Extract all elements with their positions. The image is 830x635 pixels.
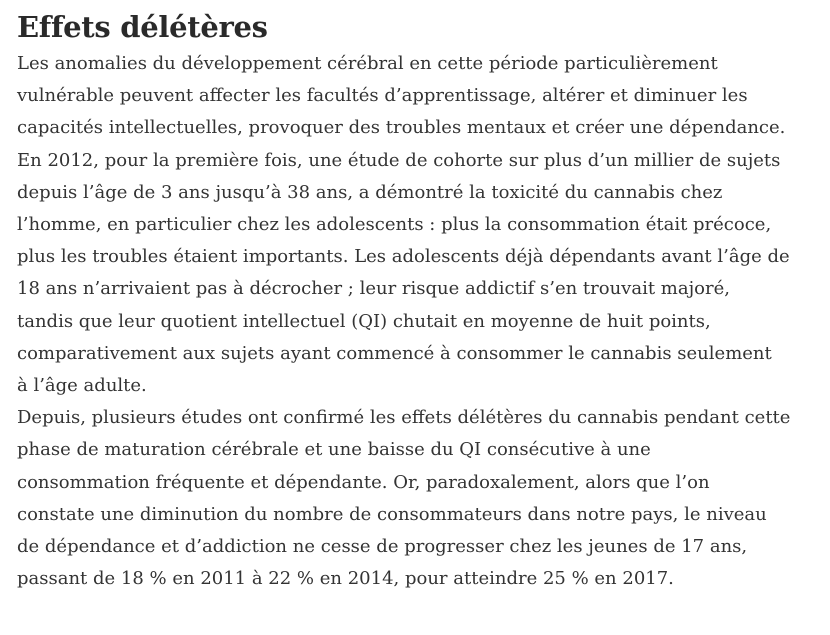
paragraph-line: 18 ans n’arrivaient pas à décrocher ; leur risque addictif s’en trouvait majoré, (17, 278, 730, 300)
paragraph-line: l’homme, en particulier chez les adolescents : plus la consommation était précoce, (17, 214, 772, 236)
section-heading: Effets délétères (17, 10, 268, 44)
paragraph-line: constate une diminution du nombre de consommateurs dans notre pays, le niveau (17, 503, 767, 525)
paragraph-line: à l’âge adulte. (17, 375, 147, 397)
paragraph-line: de dépendance et d’addiction ne cesse de progresser chez les jeunes de 17 ans, (17, 536, 748, 558)
paragraph-line: comparativement aux sujets ayant commencé à consommer le cannabis seulement (17, 342, 772, 364)
paragraph-line: En 2012, pour la première fois, une étude de cohorte sur plus d’un millier de sujets (17, 149, 781, 171)
paragraph-line: passant de 18 % en 2011 à 22 % en 2014, pour atteindre 25 % en 2017. (17, 568, 674, 590)
paragraph-line: Depuis, plusieurs études ont confirmé les effets délétères du cannabis pendant cette (17, 407, 791, 429)
paragraph-2 (17, 402, 812, 595)
paragraph-line: consommation fréquente et dépendante. Or, paradoxalement, alors que l’on (17, 471, 710, 493)
paragraph-line: capacités intellectuelles, provoquer des troubles mentaux et créer une dépendance. (17, 117, 786, 139)
paragraph-1 (17, 48, 812, 402)
paragraph-line: depuis l’âge de 3 ans jusqu’à 38 ans, a démontré la toxicité du cannabis chez (17, 181, 723, 203)
paragraph-line: phase de maturation cérébrale et une baisse du QI consécutive à une (17, 439, 651, 461)
paragraph-line: vulnérable peuvent affecter les facultés d’apprentissage, altérer et diminuer les (17, 85, 748, 107)
paragraph-line: Les anomalies du développement cérébral en cette période particulièrement (17, 53, 718, 74)
paragraph-line: plus les troubles étaient importants. Les adolescents déjà dépendants avant l’âge de (17, 246, 790, 268)
paragraph-line: tandis que leur quotient intellectuel (QI) chutait en moyenne de huit points, (17, 310, 711, 332)
